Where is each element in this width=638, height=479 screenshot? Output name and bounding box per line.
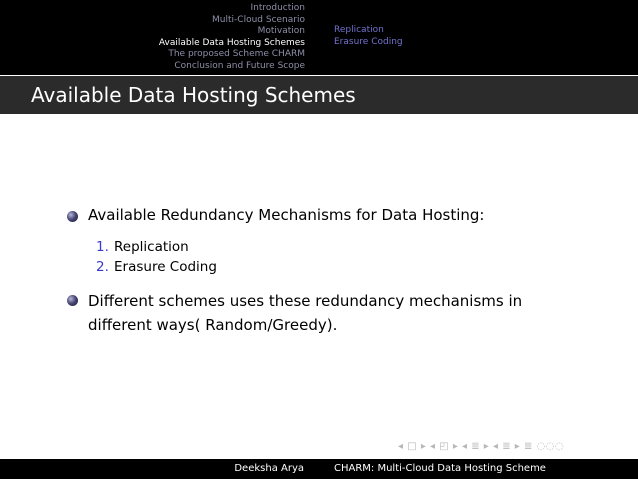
- subsection-link-erasure-coding[interactable]: Erasure Coding: [334, 36, 403, 47]
- bullet-icon: [67, 295, 78, 306]
- list-item-text: Erasure Coding: [114, 259, 217, 275]
- bullet-item-different-schemes: [58, 289, 618, 337]
- bullet-text: Available Redundancy Mechanisms for Data Hosting:: [88, 206, 485, 224]
- section-link-conclusion-future-scope[interactable]: Conclusion and Future Scope: [174, 60, 305, 71]
- footer-author: Deeksha Arya: [234, 463, 304, 474]
- section-link-proposed-scheme-charm[interactable]: The proposed Scheme CHARM: [168, 49, 305, 59]
- section-link-multi-cloud-scenario[interactable]: Multi-Cloud Scenario: [212, 14, 305, 25]
- list-item: [96, 237, 618, 257]
- list-item-text: Replication: [114, 239, 189, 255]
- subsection-navigation: [334, 25, 403, 48]
- frame-title: Available Data Hosting Schemes: [31, 83, 356, 107]
- bullet-item-redundancy-mechanisms: [58, 205, 618, 277]
- section-link-motivation[interactable]: Motivation: [257, 26, 305, 36]
- list-item: [96, 257, 618, 277]
- slide-content: [58, 205, 618, 337]
- list-item-number: 2.: [96, 259, 109, 275]
- enumerated-list: [88, 237, 618, 277]
- footer-bar: [0, 459, 638, 479]
- beamer-navigation-icons[interactable]: ◂ □ ▸ ◂ ◰ ▸ ◂ ≣ ▸ ◂ ≣ ▸ ≣ ◌◌◌: [398, 441, 565, 452]
- footer-title: CHARM: Multi-Cloud Data Hosting Scheme: [334, 463, 546, 474]
- bullet-icon: [67, 211, 78, 222]
- subsection-link-replication[interactable]: Replication: [334, 25, 384, 35]
- list-item-number: 1.: [96, 239, 109, 255]
- bullet-text: Different schemes uses these redundancy mechanisms in different ways( Random/Greedy).: [88, 292, 523, 334]
- section-link-available-data-hosting-schemes[interactable]: Available Data Hosting Schemes: [158, 37, 305, 48]
- section-navigation: [0, 3, 305, 72]
- section-link-introduction[interactable]: Introduction: [250, 3, 305, 13]
